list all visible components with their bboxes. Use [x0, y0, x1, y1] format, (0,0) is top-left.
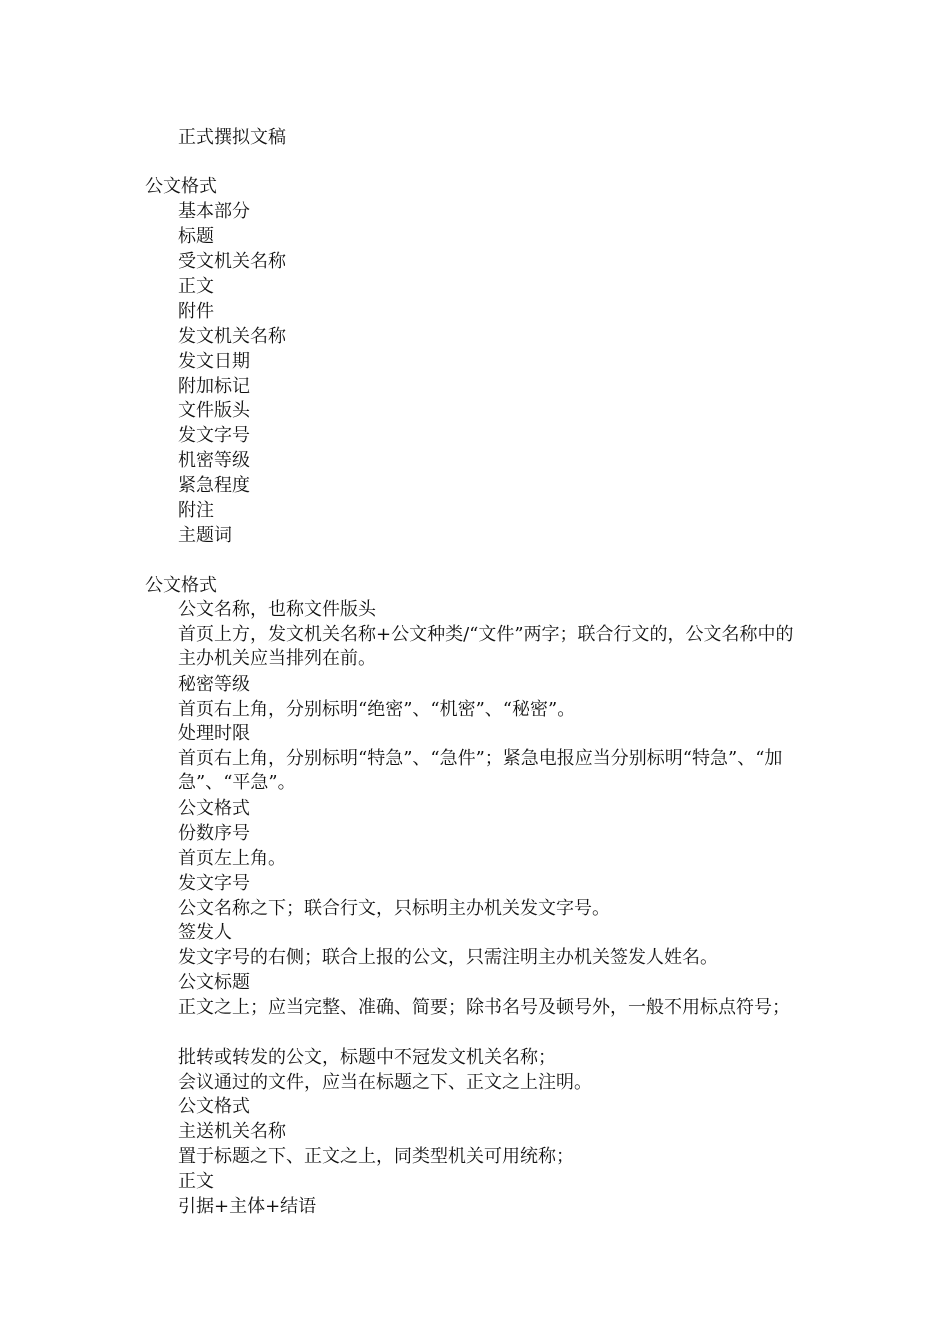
list-item: 正文: [178, 1171, 214, 1192]
list-item: 机密等级: [178, 450, 250, 471]
list-item: 紧急程度: [178, 475, 250, 496]
list-item: 首页右上角，分别标明“绝密”、“机密”、“秘密”。: [178, 699, 576, 720]
list-item: 发文字号: [178, 425, 250, 446]
list-item: 主题词: [178, 525, 232, 546]
list-item: 批转或转发的公文，标题中不冠发文机关名称；: [178, 1047, 556, 1068]
list-item: 文件版头: [178, 400, 250, 421]
list-item: 处理时限: [178, 723, 250, 744]
list-item: 发文字号的右侧；联合上报的公文，只需注明主办机关签发人姓名。: [178, 947, 718, 968]
list-item: 公文名称之下；联合行文，只标明主办机关发文字号。: [178, 898, 610, 919]
list-item: 首页右上角，分别标明“特急”、“急件”；紧急电报应当分别标明“特急”、“加急”、“平急”。: [178, 748, 783, 793]
list-item: 置于标题之下、正文之上，同类型机关可用统称；: [178, 1146, 574, 1167]
list-item: 附件: [178, 301, 214, 322]
list-item: 公文格式: [178, 798, 250, 819]
list-item: 首页上方，发文机关名称+公文种类/“文件”两字；联合行文的，公文名称中的主办机关应当排列在前。: [178, 624, 794, 669]
list-item: 正文: [178, 276, 214, 297]
section-heading: 公文格式: [145, 176, 217, 197]
list-item: 正文之上；应当完整、准确、简要；除书名号及顿号外，一般不用标点符号；: [178, 997, 790, 1018]
list-item: 会议通过的文件，应当在标题之下、正文之上注明。: [178, 1072, 592, 1093]
list-item: 主送机关名称: [178, 1121, 286, 1142]
list-item: 公文格式: [178, 1096, 250, 1117]
list-item: 公文标题: [178, 972, 250, 993]
list-item: 标题: [178, 226, 214, 247]
list-item: 发文字号: [178, 873, 250, 894]
list-item: 基本部分: [178, 201, 250, 222]
list-item: 附加标记: [178, 376, 250, 397]
list-item: 发文机关名称: [178, 326, 286, 347]
list-item: 附注: [178, 500, 214, 521]
document-title: 正式撰拟文稿: [178, 127, 286, 148]
list-item: 引据+主体+结语: [178, 1196, 317, 1217]
list-item: 发文日期: [178, 351, 250, 372]
list-item: 受文机关名称: [178, 251, 286, 272]
list-item: 秘密等级: [178, 674, 250, 695]
list-item: 公文名称，也称文件版头: [178, 599, 376, 620]
list-item: 首页左上角。: [178, 848, 286, 869]
list-item: 签发人: [178, 922, 232, 943]
section-heading: 公文格式: [145, 575, 217, 596]
list-item: 份数序号: [178, 823, 250, 844]
